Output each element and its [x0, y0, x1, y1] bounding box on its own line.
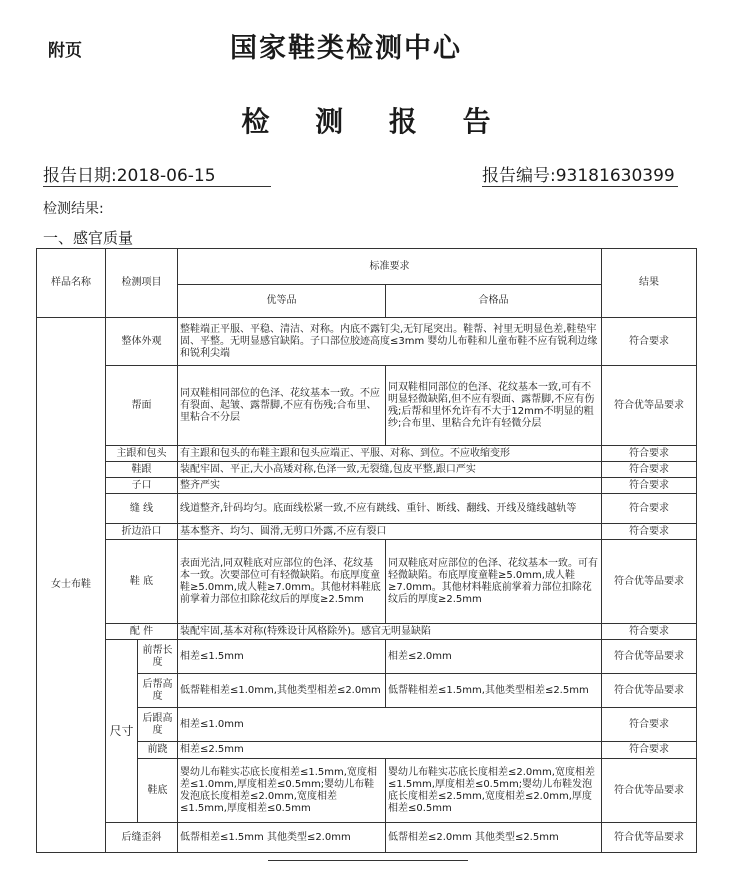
item-cell: 后帮高度	[138, 674, 178, 708]
table-row	[37, 640, 697, 674]
result-cell: 符合要求	[602, 494, 697, 524]
excellent-cell: 相差≤1.5mm	[178, 640, 386, 674]
bottom-rule	[268, 860, 468, 861]
standard-cell: 相差≤2.5mm	[178, 742, 602, 759]
standard-cell: 线道整齐,针码均匀。底面线松紧一致,不应有跳线、重针、断线、翻线、开线及缝线越轨等	[178, 494, 602, 524]
qualified-cell: 低帮鞋相差≤1.5mm,其他类型相差≤2.5mm	[386, 674, 602, 708]
result-cell: 符合要求	[602, 318, 697, 366]
report-date-value: 2018-06-15	[116, 166, 216, 186]
result-cell: 符合优等品要求	[602, 759, 697, 823]
qualified-cell: 低帮相差≤2.0mm 其他类型≤2.5mm	[386, 823, 602, 853]
excellent-cell: 婴幼儿布鞋实芯底长度相差≤1.5mm,宽度相差≤1.0mm,厚度相差≤0.5mm;婴幼儿布鞋发泡底长度相差≤2.0mm,宽度相差≤1.5mm,厚度相差≤0.5mm	[178, 759, 386, 823]
section-title: 一、感官质量	[43, 229, 134, 247]
item-cell: 主跟和包头	[106, 446, 178, 462]
table-row	[37, 478, 697, 494]
excellent-cell: 低帮鞋相差≤1.0mm,其他类型相差≤2.0mm	[178, 674, 386, 708]
result-cell: 符合要求	[602, 478, 697, 494]
item-cell: 帮面	[106, 366, 178, 446]
item-cell: 鞋底	[138, 759, 178, 823]
item-cell: 折边沿口	[106, 524, 178, 540]
report-number-value: 93181630399	[555, 166, 675, 186]
item-cell: 前跷	[138, 742, 178, 759]
header-standard: 标准要求	[178, 249, 602, 285]
qualified-cell: 相差≤2.0mm	[386, 640, 602, 674]
result-cell: 符合优等品要求	[602, 674, 697, 708]
standard-cell: 装配牢固、平正,大小高矮对称,色泽一致,无裂缝,包皮平整,跟口严实	[178, 462, 602, 478]
result-cell: 符合要求	[602, 624, 697, 640]
result-cell: 符合优等品要求	[602, 366, 697, 446]
table-row	[37, 524, 697, 540]
header-item: 检测项目	[106, 249, 178, 318]
table-row	[37, 446, 697, 462]
item-cell: 后跟高度	[138, 708, 178, 742]
qualified-cell: 婴幼儿布鞋实芯底长度相差≤2.0mm,宽度相差≤1.5mm,厚度相差≤0.5mm;婴幼儿布鞋发泡底长度相差≤2.5mm,宽度相差≤2.0mm,厚度相差≤0.5mm	[386, 759, 602, 823]
standard-cell: 装配牢固,基本对称(特殊设计风格除外)。感官无明显缺陷	[178, 624, 602, 640]
center-name: 国家鞋类检测中心	[230, 33, 462, 64]
quality-table	[36, 248, 697, 853]
table-row	[37, 624, 697, 640]
size-group-cell: 尺寸	[106, 640, 138, 823]
item-cell: 后缝歪斜	[106, 823, 178, 853]
qualified-cell: 同双鞋相同部位的色泽、花纹基本一致,可有不明显轻微缺陷,但不应有裂面、露帮脚,不应有伤残;后帮和里怀允许有不大于12mm不明显的粗纱;合布里、里粘合允许有轻微分层	[386, 366, 602, 446]
report-number-underline	[482, 186, 678, 187]
report-title: 检 测 报 告	[241, 105, 509, 138]
appendix-label: 附页	[48, 41, 82, 61]
standard-cell: 相差≤1.0mm	[178, 708, 602, 742]
report-date-underline	[43, 186, 271, 187]
table-header-row	[37, 249, 697, 285]
report-date-label: 报告日期:	[43, 166, 117, 186]
qualified-cell: 同双鞋底对应部位的色泽、花纹基本一致。可有轻微缺陷。布底厚度童鞋≥5.0mm,成人鞋≥7.0mm。其他材料鞋底前掌着力部位扣除花纹后的厚度≥2.5mm	[386, 540, 602, 624]
result-cell: 符合优等品要求	[602, 823, 697, 853]
standard-cell: 整鞋端正平服、平稳、清洁、对称。内底不露钉尖,无钉尾突出。鞋帮、衬里无明显色差,鞋垫牢固、平整。无明显感官缺陷。子口部位胶迹高度≤3mm 婴幼儿布鞋和儿童布鞋不应有锐利边缘和锐利尖端	[178, 318, 602, 366]
result-cell: 符合要求	[602, 524, 697, 540]
result-cell: 符合优等品要求	[602, 640, 697, 674]
item-cell: 配 件	[106, 624, 178, 640]
header-excellent: 优等品	[178, 285, 386, 318]
item-cell: 整体外观	[106, 318, 178, 366]
table-row	[37, 540, 697, 624]
header-result: 结果	[602, 249, 697, 318]
sample-name-cell: 女士布鞋	[37, 318, 106, 853]
excellent-cell: 低帮相差≤1.5mm 其他类型≤2.0mm	[178, 823, 386, 853]
header-qualified: 合格品	[386, 285, 602, 318]
header-sample: 样品名称	[37, 249, 106, 318]
report-number	[482, 161, 675, 186]
item-cell: 鞋跟	[106, 462, 178, 478]
result-cell: 符合要求	[602, 446, 697, 462]
item-cell: 缝 线	[106, 494, 178, 524]
results-label: 检测结果:	[43, 201, 104, 217]
report-number-label: 报告编号:	[482, 166, 556, 186]
table-row	[37, 823, 697, 853]
table-row	[37, 366, 697, 446]
excellent-cell: 表面光洁,同双鞋底对应部位的色泽、花纹基本一致。次要部位可有轻微缺陷。布底厚度童鞋≥5.0mm,成人鞋≥7.0mm。其他材料鞋底前掌着力部位扣除花纹后的厚度≥2.5mm	[178, 540, 386, 624]
standard-cell: 基本整齐、均匀、圆滑,无剪口外露,不应有裂口	[178, 524, 602, 540]
excellent-cell: 同双鞋相同部位的色泽、花纹基本一致。不应有裂面、起皱、露帮脚,不应有伤残;合布里、里粘合不分层	[178, 366, 386, 446]
item-cell: 前帮长度	[138, 640, 178, 674]
result-cell: 符合要求	[602, 462, 697, 478]
table-row	[37, 462, 697, 478]
result-cell: 符合要求	[602, 742, 697, 759]
item-cell: 鞋 底	[106, 540, 178, 624]
table-row	[37, 318, 697, 366]
report-date	[43, 161, 216, 186]
standard-cell: 有主跟和包头的布鞋主跟和包头应端正、平服、对称、到位。不应收缩变形	[178, 446, 602, 462]
result-cell: 符合优等品要求	[602, 540, 697, 624]
item-cell: 子口	[106, 478, 178, 494]
standard-cell: 整齐严实	[178, 478, 602, 494]
result-cell: 符合要求	[602, 708, 697, 742]
table-row	[37, 494, 697, 524]
